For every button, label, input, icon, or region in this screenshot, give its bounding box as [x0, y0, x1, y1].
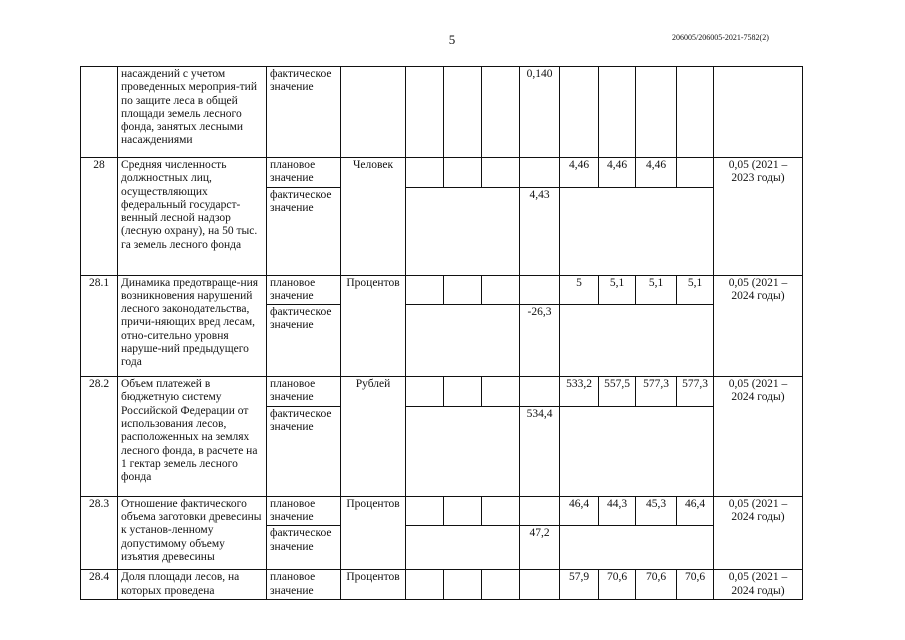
- indicator-name: насаждений с учетом проведенных мероприя-тий по защите леса в общей площади земель лесного фонда, занятых лесными насаждениями: [118, 67, 267, 158]
- fact-label: фактическое значение: [267, 187, 341, 275]
- table-row: [81, 377, 803, 407]
- fact-label: фактическое значение: [267, 67, 341, 158]
- row-number: 28.3: [81, 496, 118, 570]
- plan-value: 4,46: [560, 158, 599, 188]
- empty-cell: [599, 67, 636, 158]
- plan-label: плановое значение: [267, 377, 341, 407]
- empty-cell: [560, 305, 714, 377]
- empty-cell: [406, 158, 444, 188]
- unit-cell: Человек: [341, 158, 406, 276]
- empty-cell: [482, 275, 520, 305]
- empty-cell: [444, 496, 482, 526]
- empty-cell: [560, 526, 714, 570]
- plan-value: 5,1: [599, 275, 636, 305]
- empty-cell: [406, 406, 520, 496]
- fact-label: фактическое значение: [267, 526, 341, 570]
- plan-value: 4,46: [636, 158, 677, 188]
- table-row: [81, 275, 803, 305]
- note-cell: 0,05 (2021 – 2024 годы): [714, 570, 803, 600]
- indicator-name: Динамика предотвраще-ния возникновения нарушений лесного законодательства, причи-няющих вред лесам, отно-сительно уровня наруше-ний предыдущего года: [118, 275, 267, 377]
- empty-cell: [444, 377, 482, 407]
- plan-value: 557,5: [599, 377, 636, 407]
- row-number: 28.4: [81, 570, 118, 600]
- plan-label: плановое значение: [267, 275, 341, 305]
- empty-cell: [482, 67, 520, 158]
- note-cell: 0,05 (2021 – 2024 годы): [714, 377, 803, 497]
- indicators-table: [80, 66, 803, 600]
- empty-cell: [636, 67, 677, 158]
- row-number: [81, 67, 118, 158]
- note-cell: [714, 67, 803, 158]
- empty-cell: [444, 275, 482, 305]
- plan-value: 5,1: [677, 275, 714, 305]
- empty-cell: [406, 570, 444, 600]
- plan-value: [677, 158, 714, 188]
- note-cell: 0,05 (2021 – 2023 годы): [714, 158, 803, 276]
- document-id: 206005/206005-2021-7582(2): [672, 33, 769, 42]
- indicator-name: Средняя численность должностных лиц, осуществляющих федеральный государст-венный лесной надзор (лесную охрану), на 50 тыс. га земель лесного фонда: [118, 158, 267, 276]
- fact-value: -26,3: [520, 305, 560, 377]
- empty-cell: [444, 570, 482, 600]
- empty-cell: [677, 67, 714, 158]
- empty-cell: [520, 377, 560, 407]
- empty-cell: [482, 377, 520, 407]
- empty-cell: [520, 158, 560, 188]
- indicator-name: Объем платежей в бюджетную систему Российской Федерации от использования лесов, расположенных на землях лесного фонда, в расчете на 1 гектар земель лесного фонда: [118, 377, 267, 497]
- empty-cell: [482, 570, 520, 600]
- table-row: [81, 570, 803, 600]
- fact-label: фактическое значение: [267, 305, 341, 377]
- plan-label: плановое значение: [267, 158, 341, 188]
- plan-value: 577,3: [677, 377, 714, 407]
- empty-cell: [406, 275, 444, 305]
- table-row: [81, 496, 803, 526]
- empty-cell: [560, 187, 714, 275]
- fact-value: 4,43: [520, 187, 560, 275]
- fact-value: 534,4: [520, 406, 560, 496]
- note-cell: 0,05 (2021 – 2024 годы): [714, 275, 803, 377]
- unit-cell: Рублей: [341, 377, 406, 497]
- plan-value: 70,6: [599, 570, 636, 600]
- empty-cell: [560, 406, 714, 496]
- empty-cell: [406, 377, 444, 407]
- page-number: 5: [448, 32, 456, 47]
- plan-label: плановое значение: [267, 496, 341, 526]
- empty-cell: [520, 496, 560, 526]
- row-number: 28: [81, 158, 118, 276]
- empty-cell: [406, 187, 520, 275]
- indicator-name: Доля площади лесов, на которых проведена: [118, 570, 267, 600]
- plan-value: 5,1: [636, 275, 677, 305]
- plan-value: 46,4: [560, 496, 599, 526]
- empty-cell: [520, 570, 560, 600]
- unit-cell: Процентов: [341, 570, 406, 600]
- empty-cell: [520, 275, 560, 305]
- plan-value: 533,2: [560, 377, 599, 407]
- plan-label: плановое значение: [267, 570, 341, 600]
- empty-cell: [444, 67, 482, 158]
- plan-value: 70,6: [636, 570, 677, 600]
- empty-cell: [482, 496, 520, 526]
- note-cell: 0,05 (2021 – 2024 годы): [714, 496, 803, 570]
- empty-cell: [406, 496, 444, 526]
- row-number: 28.2: [81, 377, 118, 497]
- row-number: 28.1: [81, 275, 118, 377]
- empty-cell: [560, 67, 599, 158]
- plan-value: 57,9: [560, 570, 599, 600]
- plan-value: 577,3: [636, 377, 677, 407]
- empty-cell: [444, 158, 482, 188]
- fact-label: фактическое значение: [267, 406, 341, 496]
- empty-cell: [482, 158, 520, 188]
- empty-cell: [406, 526, 520, 570]
- empty-cell: [406, 67, 444, 158]
- unit-cell: Процентов: [341, 496, 406, 570]
- indicator-name: Отношение фактического объема заготовки древесины к установ-ленному допустимому объему изъятия древесины: [118, 496, 267, 570]
- empty-cell: [406, 305, 520, 377]
- unit-cell: [341, 67, 406, 158]
- fact-value: 47,2: [520, 526, 560, 570]
- plan-value: 45,3: [636, 496, 677, 526]
- plan-value: 4,46: [599, 158, 636, 188]
- fact-value: 0,140: [520, 67, 560, 158]
- plan-value: 44,3: [599, 496, 636, 526]
- plan-value: 5: [560, 275, 599, 305]
- table-row: [81, 158, 803, 188]
- plan-value: 46,4: [677, 496, 714, 526]
- unit-cell: Процентов: [341, 275, 406, 377]
- table-row: [81, 67, 803, 158]
- plan-value: 70,6: [677, 570, 714, 600]
